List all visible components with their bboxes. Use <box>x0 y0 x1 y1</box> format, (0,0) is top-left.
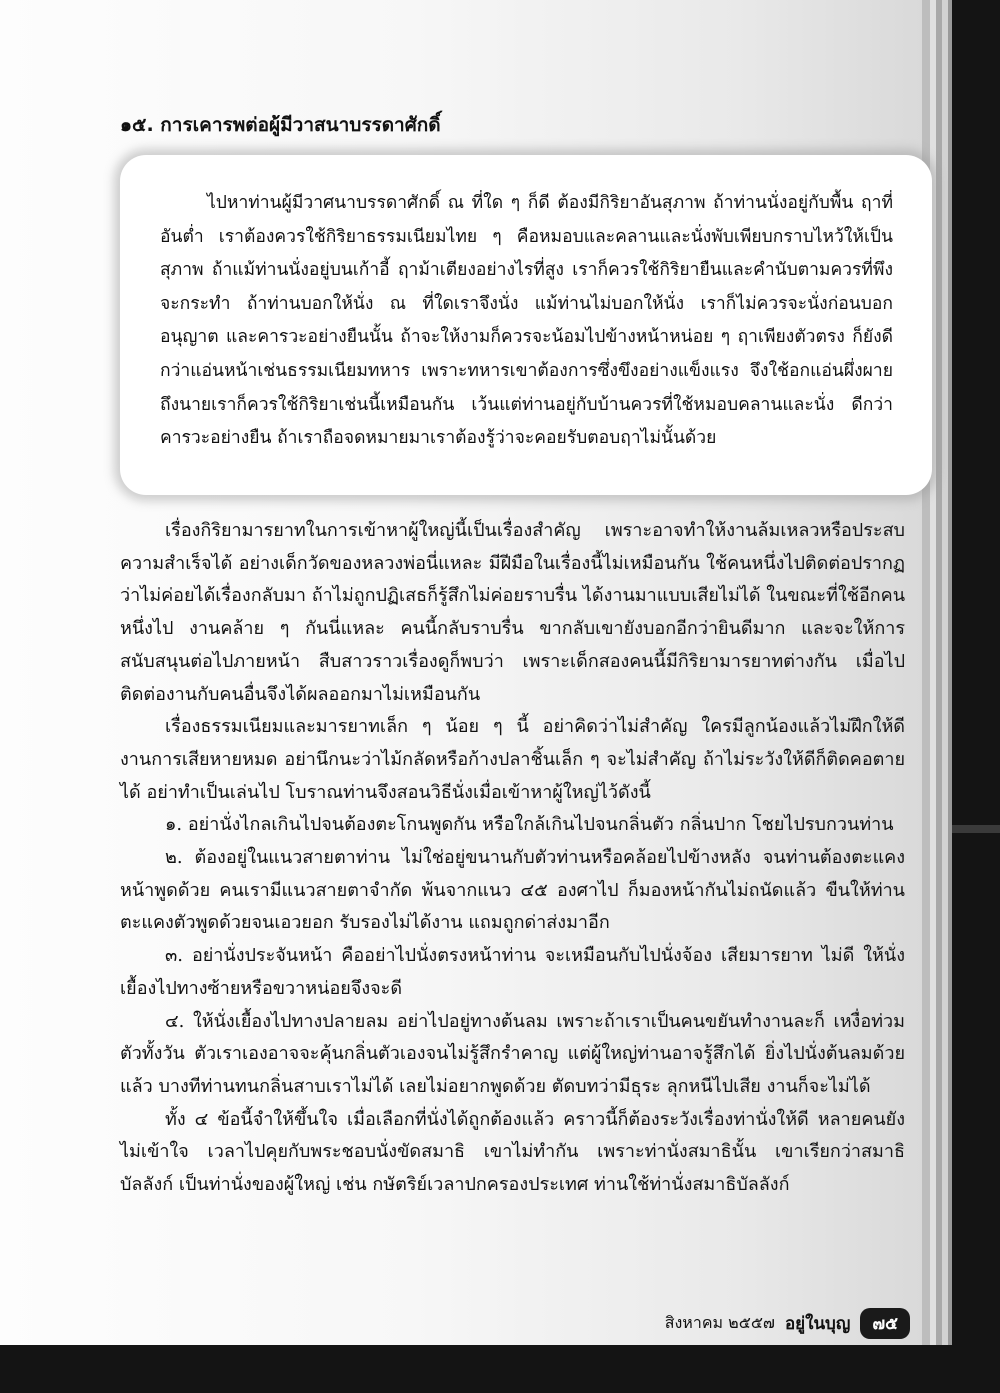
list-item: ๓. อย่านั่งประจันหน้า คืออย่าไปนั่งตรงหน้าท่าน จะเหมือนกับไปนั่งจ้อง เสียมารยาท ไม่ดี ให้นั่งเยื้องไปทางซ้ายหรือขวาหน่อยจึงจะดี <box>120 945 905 999</box>
page-footer <box>640 1308 910 1338</box>
article-body <box>120 515 905 1202</box>
spine-notch <box>952 825 1000 833</box>
book-spine <box>952 0 1000 1393</box>
quote-box <box>120 155 932 495</box>
issue-date: สิงหาคม ๒๕๕๗ <box>664 1312 775 1332</box>
section-heading: ๑๕. การเคารพต่อผู้มีวาสนาบรรดาศักดิ์ <box>120 114 441 136</box>
list-item: ๑. อย่านั่งไกลเกินไปจนต้องตะโกนพูดกัน หรือใกล้เกินไปจนกลิ่นตัว กลิ่นปาก โชยไปรบกวนท่าน <box>165 814 894 836</box>
list-item: ๒. ต้องอยู่ในแนวสายตาท่าน ไม่ใช่อยู่ขนานกับตัวท่านหรือคล้อยไปข้างหลัง จนท่านต้องตะแคงหน้าพูดด้วย คนเรามีแนวสายตาจำกัด พ้นจากแนว ๔๕ องศาไป ก็มองหน้ากันไม่ถนัดแล้ว ขืนให้ท่านตะแคงตัวพูดด้วยจนเอวยอก รับรองไม่ได้งาน แถมถูกด่าส่งมาอีก <box>120 847 905 934</box>
paragraph: เรื่องธรรมเนียมและมารยาทเล็ก ๆ น้อย ๆ นี้ อย่าคิดว่าไม่สำคัญ ใครมีลูกน้องแล้วไม่ฝึกให้ดี งานการเสียหายหมด อย่านึกนะว่าไม้กลัดหรือก้างปลาชิ้นเล็ก ๆ จะไม่สำคัญ ถ้าไม่ระวังให้ดีก็ติดคอตายได้ อย่าทำเป็นเล่นไป โบราณท่านจึงสอนวิธีนั่งเมื่อเข้าหาผู้ใหญ่ไว้ดังนี้ <box>120 716 905 803</box>
magazine-title: อยู่ในบุญ <box>784 1313 851 1334</box>
bottom-border <box>0 1345 1000 1393</box>
paragraph: เรื่องกิริยามารยาทในการเข้าหาผู้ใหญ่นี้เป็นเรื่องสำคัญ เพราะอาจทำให้งานล้มเหลวหรือประสบความสำเร็จได้ อย่างเด็กวัดของหลวงพ่อนี่แหละ มีฝีมือในเรื่องนี้ไม่เหมือนกัน ใช้คนหนึ่งไปติดต่อปรากฏว่าไม่ค่อยได้เรื่องกลับมา ถ้าไม่ถูกปฏิเสธก็รู้สึกไม่ค่อยราบรื่น ได้งานมาแบบเสียไม่ได้ ในขณะที่ใช้อีกคนหนึ่งไป งานคล้าย ๆ กันนี่แหละ คนนี้กลับราบรื่น ขากลับเขายังบอกอีกว่ายินดีมาก และจะให้การสนับสนุนต่อไปภายหน้า สืบสาวราวเรื่องดูก็พบว่า เพราะเด็กสองคนนี้มีกิริยามารยาทต่างกัน เมื่อไปติดต่องานกับคนอื่นจึงได้ผลออกมาไม่เหมือนกัน <box>120 520 905 705</box>
quote-text: ไปหาท่านผู้มีวาศนาบรรดาศักดิ์ ณ ที่ใด ๆ ก็ดี ต้องมีกิริยาอันสุภาพ ถ้าท่านนั่งอยู่กับพื้น ฤาที่อันต่ำ เราต้องควรใช้กิริยาธรรมเนียมไทย ๆ คือหมอบและคลานและนั่งพับเพียบกราบไหว้ให้เป็นสุภาพ ถ้าแม้ท่านนั่งอยู่บนเก้าอี้ ฤาม้าเตียงอย่างไรที่สูง เราก็ควรใช้กิริยายืนและคำนับตามควรที่พึงจะกระทำ ถ้าท่านบอกให้นั่ง ณ ที่ใดเราจึงนั่ง แม้ท่านไม่บอกให้นั่ง เราก็ไม่ควรจะนั่งก่อนบอกอนุญาต และคารวะอย่างยืนนั้น ถ้าจะให้งามก็ควรจะน้อมไปข้างหน้าหน่อย ๆ ฤาเพียงตัวตรง ก็ยังดีกว่าแอ่นหน้าเช่นธรรมเนียมทหาร เพราะทหารเขาต้องการซึ่งขึงอย่างแข็งแรง จึงใช้อกแอ่นผึ่งผาย ถึงนายเราก็ควรใช้กิริยาเช่นนี้เหมือนกัน เว้นแต่ท่านอยู่กับบ้านควรที่ใช้หมอบคลานและนั่ง ดีกว่าคารวะอย่างยืน ถ้าเราถือจดหมายมาเราต้องรู้ว่าจะคอยรับตอบฤาไม่นั้นด้วย <box>160 193 893 449</box>
page-number-badge: ๗๕ <box>860 1308 910 1339</box>
paragraph: ทั้ง ๔ ข้อนี้จำให้ขึ้นใจ เมื่อเลือกที่นั่งได้ถูกต้องแล้ว คราวนี้ก็ต้องระวังเรื่องท่านั่งให้ดี หลายคนยังไม่เข้าใจ เวลาไปคุยกับพระชอบนั่งขัดสมาธิ เขาไม่ทำกัน เพราะท่านั่งสมาธินั้น เขาเรียกว่าสมาธิบัลลังก์ เป็นท่านั่งของผู้ใหญ่ เช่น กษัตริย์เวลาปกครองประเทศ ท่านใช้ท่านั่งสมาธิบัลลังก์ <box>120 1108 905 1196</box>
list-item: ๔. ให้นั่งเยื้องไปทางปลายลม อย่าไปอยู่ทางต้นลม เพราะถ้าเราเป็นคนขยันทำงานละก็ เหงื่อท่วมตัวทั้งวัน ตัวเราเองอาจจะคุ้นกลิ่นตัวเองจนไม่รู้สึกรำคาญ แต่ผู้ใหญ่ท่านอาจรู้สึกได้ ยิ่งไปนั่งต้นลมด้วยแล้ว บางทีท่านทนกลิ่นสาบเราไม่ได้ เลยไม่อยากพูดด้วย ตัดบทว่ามีธุระ ลุกหนีไปเสีย งานก็จะไม่ได้ <box>120 1010 905 1097</box>
